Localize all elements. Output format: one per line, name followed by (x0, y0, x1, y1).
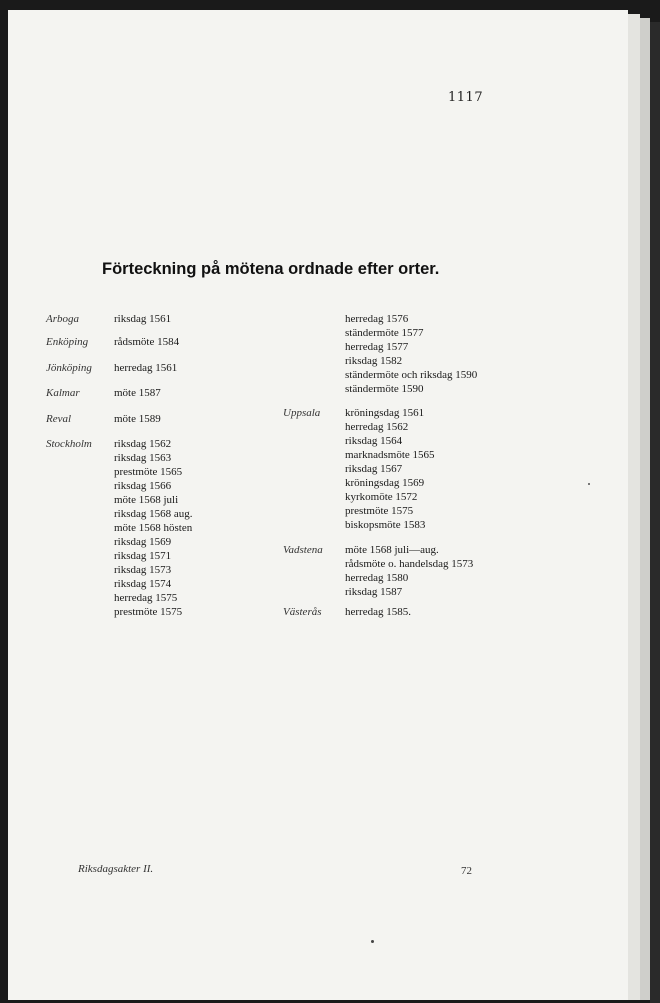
meeting-entry: riksdag 1564 (345, 435, 403, 447)
place-name: Arboga (46, 313, 79, 325)
meeting-entry: kyrkomöte 1572 (345, 491, 418, 503)
place-name: Uppsala (283, 407, 321, 419)
meeting-entry: herredag 1585. (345, 606, 411, 618)
meeting-entry: riksdag 1561 (114, 313, 172, 325)
meeting-entry: marknadsmöte 1565 (345, 449, 435, 461)
meeting-entry: ständermöte 1577 (345, 327, 424, 339)
meeting-entry: riksdag 1587 (345, 586, 403, 598)
meeting-entry: möte 1568 hösten (114, 522, 193, 534)
meeting-entry: riksdag 1582 (345, 355, 403, 367)
meeting-entry: herredag 1576 (345, 313, 409, 325)
meeting-entry: riksdag 1567 (345, 463, 403, 475)
meeting-entry: möte 1587 (114, 387, 161, 399)
meeting-entry: herredag 1562 (345, 421, 409, 433)
meeting-entry: herredag 1575 (114, 592, 178, 604)
meeting-entry: möte 1568 juli (114, 494, 179, 506)
place-name: Reval (46, 413, 72, 425)
page-edge (640, 18, 650, 1000)
meeting-entry: ständermöte och riksdag 1590 (345, 369, 478, 381)
place-name: Västerås (283, 606, 322, 618)
print-speck (588, 483, 590, 485)
meeting-entry: herredag 1561 (114, 362, 178, 374)
print-speck (371, 940, 374, 943)
meeting-entry: riksdag 1569 (114, 536, 172, 548)
meeting-entry: ständermöte 1590 (345, 383, 424, 395)
meeting-entry: kröningsdag 1569 (345, 477, 425, 489)
meeting-entry: kröningsdag 1561 (345, 407, 425, 419)
place-name: Stockholm (46, 438, 92, 450)
page-title: Förteckning på mötena ordnade efter orter. (102, 260, 440, 278)
meeting-entry: möte 1568 juli—aug. (345, 544, 439, 556)
meeting-entry: riksdag 1566 (114, 480, 172, 492)
meeting-entry: riksdag 1562 (114, 438, 172, 450)
page-edge (650, 22, 660, 1003)
meeting-entry: möte 1589 (114, 413, 161, 425)
footer-sheet-number: 72 (461, 865, 472, 877)
footer-signature: Riksdagsakter II. (78, 863, 154, 875)
place-name: Vadstena (283, 544, 323, 556)
meeting-entry: riksdag 1574 (114, 578, 172, 590)
meeting-entry: prestmöte 1575 (345, 505, 414, 517)
place-name: Kalmar (46, 387, 80, 399)
page-number: 1117 (448, 90, 484, 105)
page-edge (628, 14, 640, 1000)
meeting-entry: rådsmöte 1584 (114, 336, 180, 348)
place-name: Enköping (46, 336, 89, 348)
place-name: Jönköping (46, 362, 92, 374)
meeting-entry: herredag 1580 (345, 572, 409, 584)
meeting-entry: riksdag 1573 (114, 564, 172, 576)
book-page (8, 10, 628, 1000)
meeting-entry: riksdag 1563 (114, 452, 172, 464)
meeting-entry: riksdag 1571 (114, 550, 172, 562)
meeting-entry: herredag 1577 (345, 341, 409, 353)
meeting-entry: rådsmöte o. handelsdag 1573 (345, 558, 474, 570)
meeting-entry: prestmöte 1565 (114, 466, 183, 478)
meeting-entry: biskopsmöte 1583 (345, 519, 426, 531)
meeting-entry: prestmöte 1575 (114, 606, 183, 618)
meeting-entry: riksdag 1568 aug. (114, 508, 193, 520)
